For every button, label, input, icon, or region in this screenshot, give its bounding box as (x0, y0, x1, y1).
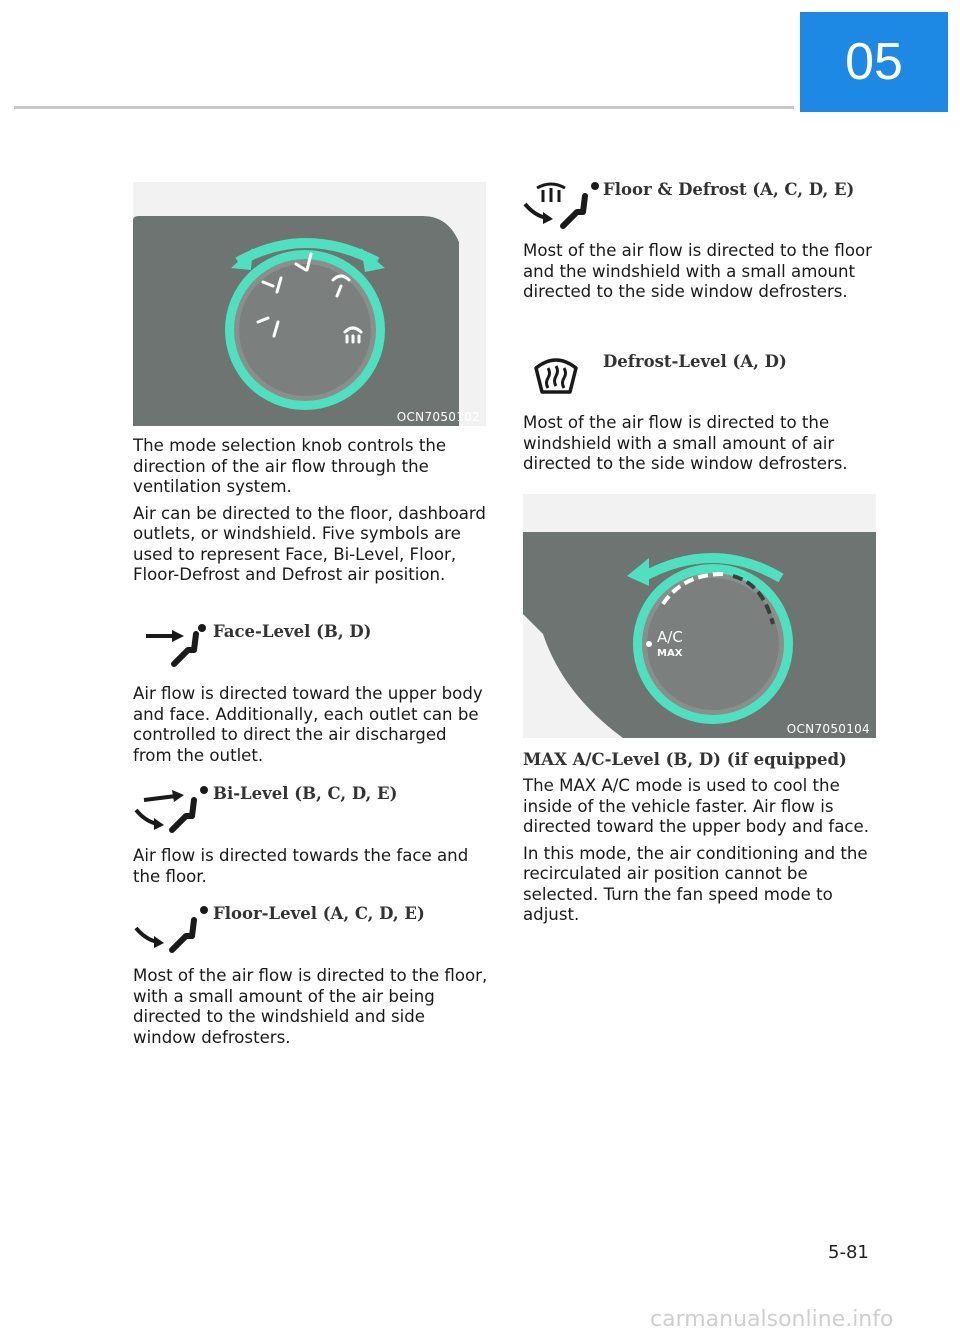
figure-code: OCN7050102 (396, 410, 480, 424)
ac-label: A/C (657, 628, 683, 646)
max-ac-knob-illustration (523, 494, 876, 738)
mode-knob-illustration (133, 182, 486, 426)
floor-level-title: Floor-Level (A, C, D, E) (213, 904, 425, 923)
floor-level-text: Most of the air flow is directed to the floor, with a small amount of the air being directed to the windshield and side window defrosters. (133, 966, 488, 1047)
face-level-title: Face-Level (B, D) (213, 622, 372, 641)
chapter-tab: 05 (800, 12, 948, 112)
max-ac-paragraph-2: In this mode, the air conditioning and the recirculated air position cannot be selected. Turn the fan speed mode to adjust. (523, 843, 868, 924)
floor-defrost-title: Floor & Defrost (A, C, D, E) (603, 180, 855, 199)
floor-defrost-text: Most of the air flow is directed to the floor and the windshield with a small amount directed to the side window defrosters. (523, 241, 873, 301)
figure-code: OCN7050104 (786, 722, 870, 736)
face-level-text: Air flow is directed toward the upper body and face. Additionally, each outlet can be controlled to direct the air discharged from the outlet. (133, 684, 483, 765)
floor-level-icon (134, 904, 210, 954)
intro-paragraph-2: Air can be directed to the floor, dashboard outlets, or windshield. Five symbols are used to represent Face, Bi-Level, Floor, Floor-Defrost and Defrost air position. (133, 503, 486, 584)
floor-defrost-icon (523, 178, 601, 230)
left-column (133, 436, 489, 586)
max-ac-title: MAX A/C-Level (B, D) (if equipped) (523, 750, 847, 769)
max-ac-knob-figure (523, 494, 876, 738)
defrost-level-title: Defrost-Level (A, D) (603, 352, 787, 371)
page-number: 5-81 (828, 1242, 869, 1263)
defrost-level-icon (532, 352, 580, 396)
watermark: carmanualsonline.info (650, 1307, 894, 1332)
mode-knob-figure (133, 182, 486, 426)
max-label: MAX (657, 648, 683, 659)
max-ac-body (523, 776, 879, 926)
header-rule (14, 106, 794, 109)
bi-level-title: Bi-Level (B, C, D, E) (213, 784, 398, 803)
intro-paragraph-1: The mode selection knob controls the direction of the air flow through the ventilation system. (133, 436, 447, 496)
face-level-icon (140, 622, 210, 668)
defrost-level-text: Most of the air flow is directed to the windshield with a small amount of air directed to the side window defrosters. (523, 413, 848, 473)
max-ac-paragraph-1: The MAX A/C mode is used to cool the inside of the vehicle faster. Air flow is directed toward the upper body and face. (523, 776, 870, 836)
bi-level-text: Air flow is directed towards the face and the floor. (133, 846, 469, 886)
bi-level-icon (134, 784, 210, 834)
